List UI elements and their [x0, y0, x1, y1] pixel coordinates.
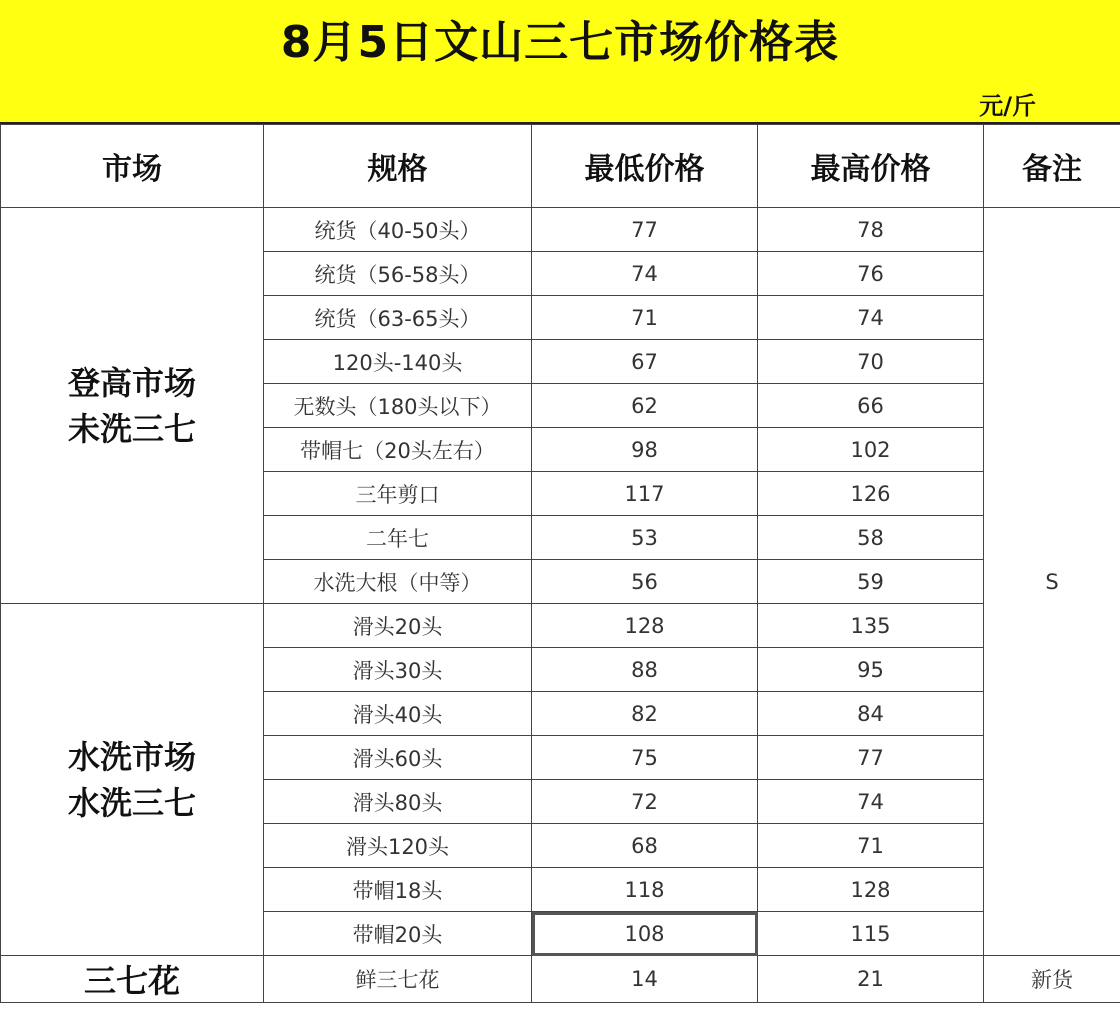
spec-cell[interactable]: 鲜三七花 [264, 956, 532, 1003]
max-price-cell[interactable]: 128 [758, 868, 984, 912]
title-banner [0, 0, 1120, 124]
spec-cell[interactable]: 滑头20头 [264, 604, 532, 648]
max-price-cell[interactable]: 102 [758, 428, 984, 472]
spec-cell[interactable]: 统货（40-50头） [264, 208, 532, 252]
table-body [1, 208, 1120, 1003]
max-price-cell[interactable]: 115 [758, 912, 984, 956]
market-line: 未洗三七 [67, 409, 196, 448]
max-price-cell[interactable]: 21 [758, 956, 984, 1003]
table-row[interactable] [1, 604, 1120, 648]
page-title: 8月5日文山三七市场价格表 [280, 17, 840, 68]
market-cell-flower: 三七花 [1, 956, 264, 1003]
col-header-max-price: 最高价格 [758, 125, 984, 208]
spec-cell[interactable]: 带帽20头 [264, 912, 532, 956]
min-price-cell[interactable]: 82 [532, 692, 758, 736]
col-header-market: 市场 [1, 125, 264, 208]
min-price-cell[interactable]: 77 [532, 208, 758, 252]
min-price-cell[interactable]: 118 [532, 868, 758, 912]
max-price-cell[interactable]: 126 [758, 472, 984, 516]
min-price-cell[interactable]: 56 [532, 560, 758, 604]
max-price-cell[interactable]: 76 [758, 252, 984, 296]
market-cell-denggao [1, 208, 264, 604]
header-row [1, 125, 1120, 208]
spec-cell[interactable]: 120头-140头 [264, 340, 532, 384]
spec-cell[interactable]: 统货（56-58头） [264, 252, 532, 296]
spec-cell[interactable]: 滑头30头 [264, 648, 532, 692]
market-line: 水洗三七 [67, 783, 196, 822]
max-price-cell[interactable]: 58 [758, 516, 984, 560]
market-line: 水洗市场 [67, 737, 196, 776]
note-cell-shared[interactable]: S [984, 208, 1120, 956]
col-header-min-price: 最低价格 [532, 125, 758, 208]
min-price-cell[interactable]: 128 [532, 604, 758, 648]
col-header-note: 备注 [984, 125, 1120, 208]
min-price-cell[interactable]: 71 [532, 296, 758, 340]
spec-cell[interactable]: 滑头60头 [264, 736, 532, 780]
max-price-cell[interactable]: 74 [758, 296, 984, 340]
min-price-cell-selected[interactable]: 108 [532, 912, 758, 956]
col-header-spec: 规格 [264, 125, 532, 208]
max-price-cell[interactable]: 70 [758, 340, 984, 384]
table-row[interactable] [1, 208, 1120, 252]
spec-cell[interactable]: 三年剪口 [264, 472, 532, 516]
market-line: 登高市场 [67, 363, 196, 402]
unit-label: 元/斤 [979, 92, 1036, 120]
spec-cell[interactable]: 滑头80头 [264, 780, 532, 824]
min-price-cell[interactable]: 98 [532, 428, 758, 472]
max-price-cell[interactable]: 71 [758, 824, 984, 868]
spec-cell[interactable]: 滑头120头 [264, 824, 532, 868]
spec-cell[interactable]: 滑头40头 [264, 692, 532, 736]
min-price-cell[interactable]: 53 [532, 516, 758, 560]
max-price-cell[interactable]: 74 [758, 780, 984, 824]
price-table [0, 124, 1120, 1003]
table-row[interactable] [1, 956, 1120, 1003]
max-price-cell[interactable]: 59 [758, 560, 984, 604]
spec-cell[interactable]: 水洗大根（中等） [264, 560, 532, 604]
max-price-cell[interactable]: 78 [758, 208, 984, 252]
max-price-cell[interactable]: 66 [758, 384, 984, 428]
spec-cell[interactable]: 统货（63-65头） [264, 296, 532, 340]
min-price-cell[interactable]: 67 [532, 340, 758, 384]
max-price-cell[interactable]: 135 [758, 604, 984, 648]
max-price-cell[interactable]: 77 [758, 736, 984, 780]
min-price-cell[interactable]: 74 [532, 252, 758, 296]
min-price-cell[interactable]: 88 [532, 648, 758, 692]
note-cell[interactable]: 新货 [984, 956, 1120, 1003]
min-price-cell[interactable]: 117 [532, 472, 758, 516]
max-price-cell[interactable]: 95 [758, 648, 984, 692]
min-price-cell[interactable]: 68 [532, 824, 758, 868]
max-price-cell[interactable]: 84 [758, 692, 984, 736]
min-price-cell[interactable]: 14 [532, 956, 758, 1003]
spec-cell[interactable]: 带帽18头 [264, 868, 532, 912]
min-price-cell[interactable]: 72 [532, 780, 758, 824]
min-price-cell[interactable]: 62 [532, 384, 758, 428]
min-price-cell[interactable]: 75 [532, 736, 758, 780]
spec-cell[interactable]: 二年七 [264, 516, 532, 560]
market-cell-shuixi [1, 604, 264, 956]
spec-cell[interactable]: 无数头（180头以下） [264, 384, 532, 428]
spec-cell[interactable]: 带帽七（20头左右） [264, 428, 532, 472]
